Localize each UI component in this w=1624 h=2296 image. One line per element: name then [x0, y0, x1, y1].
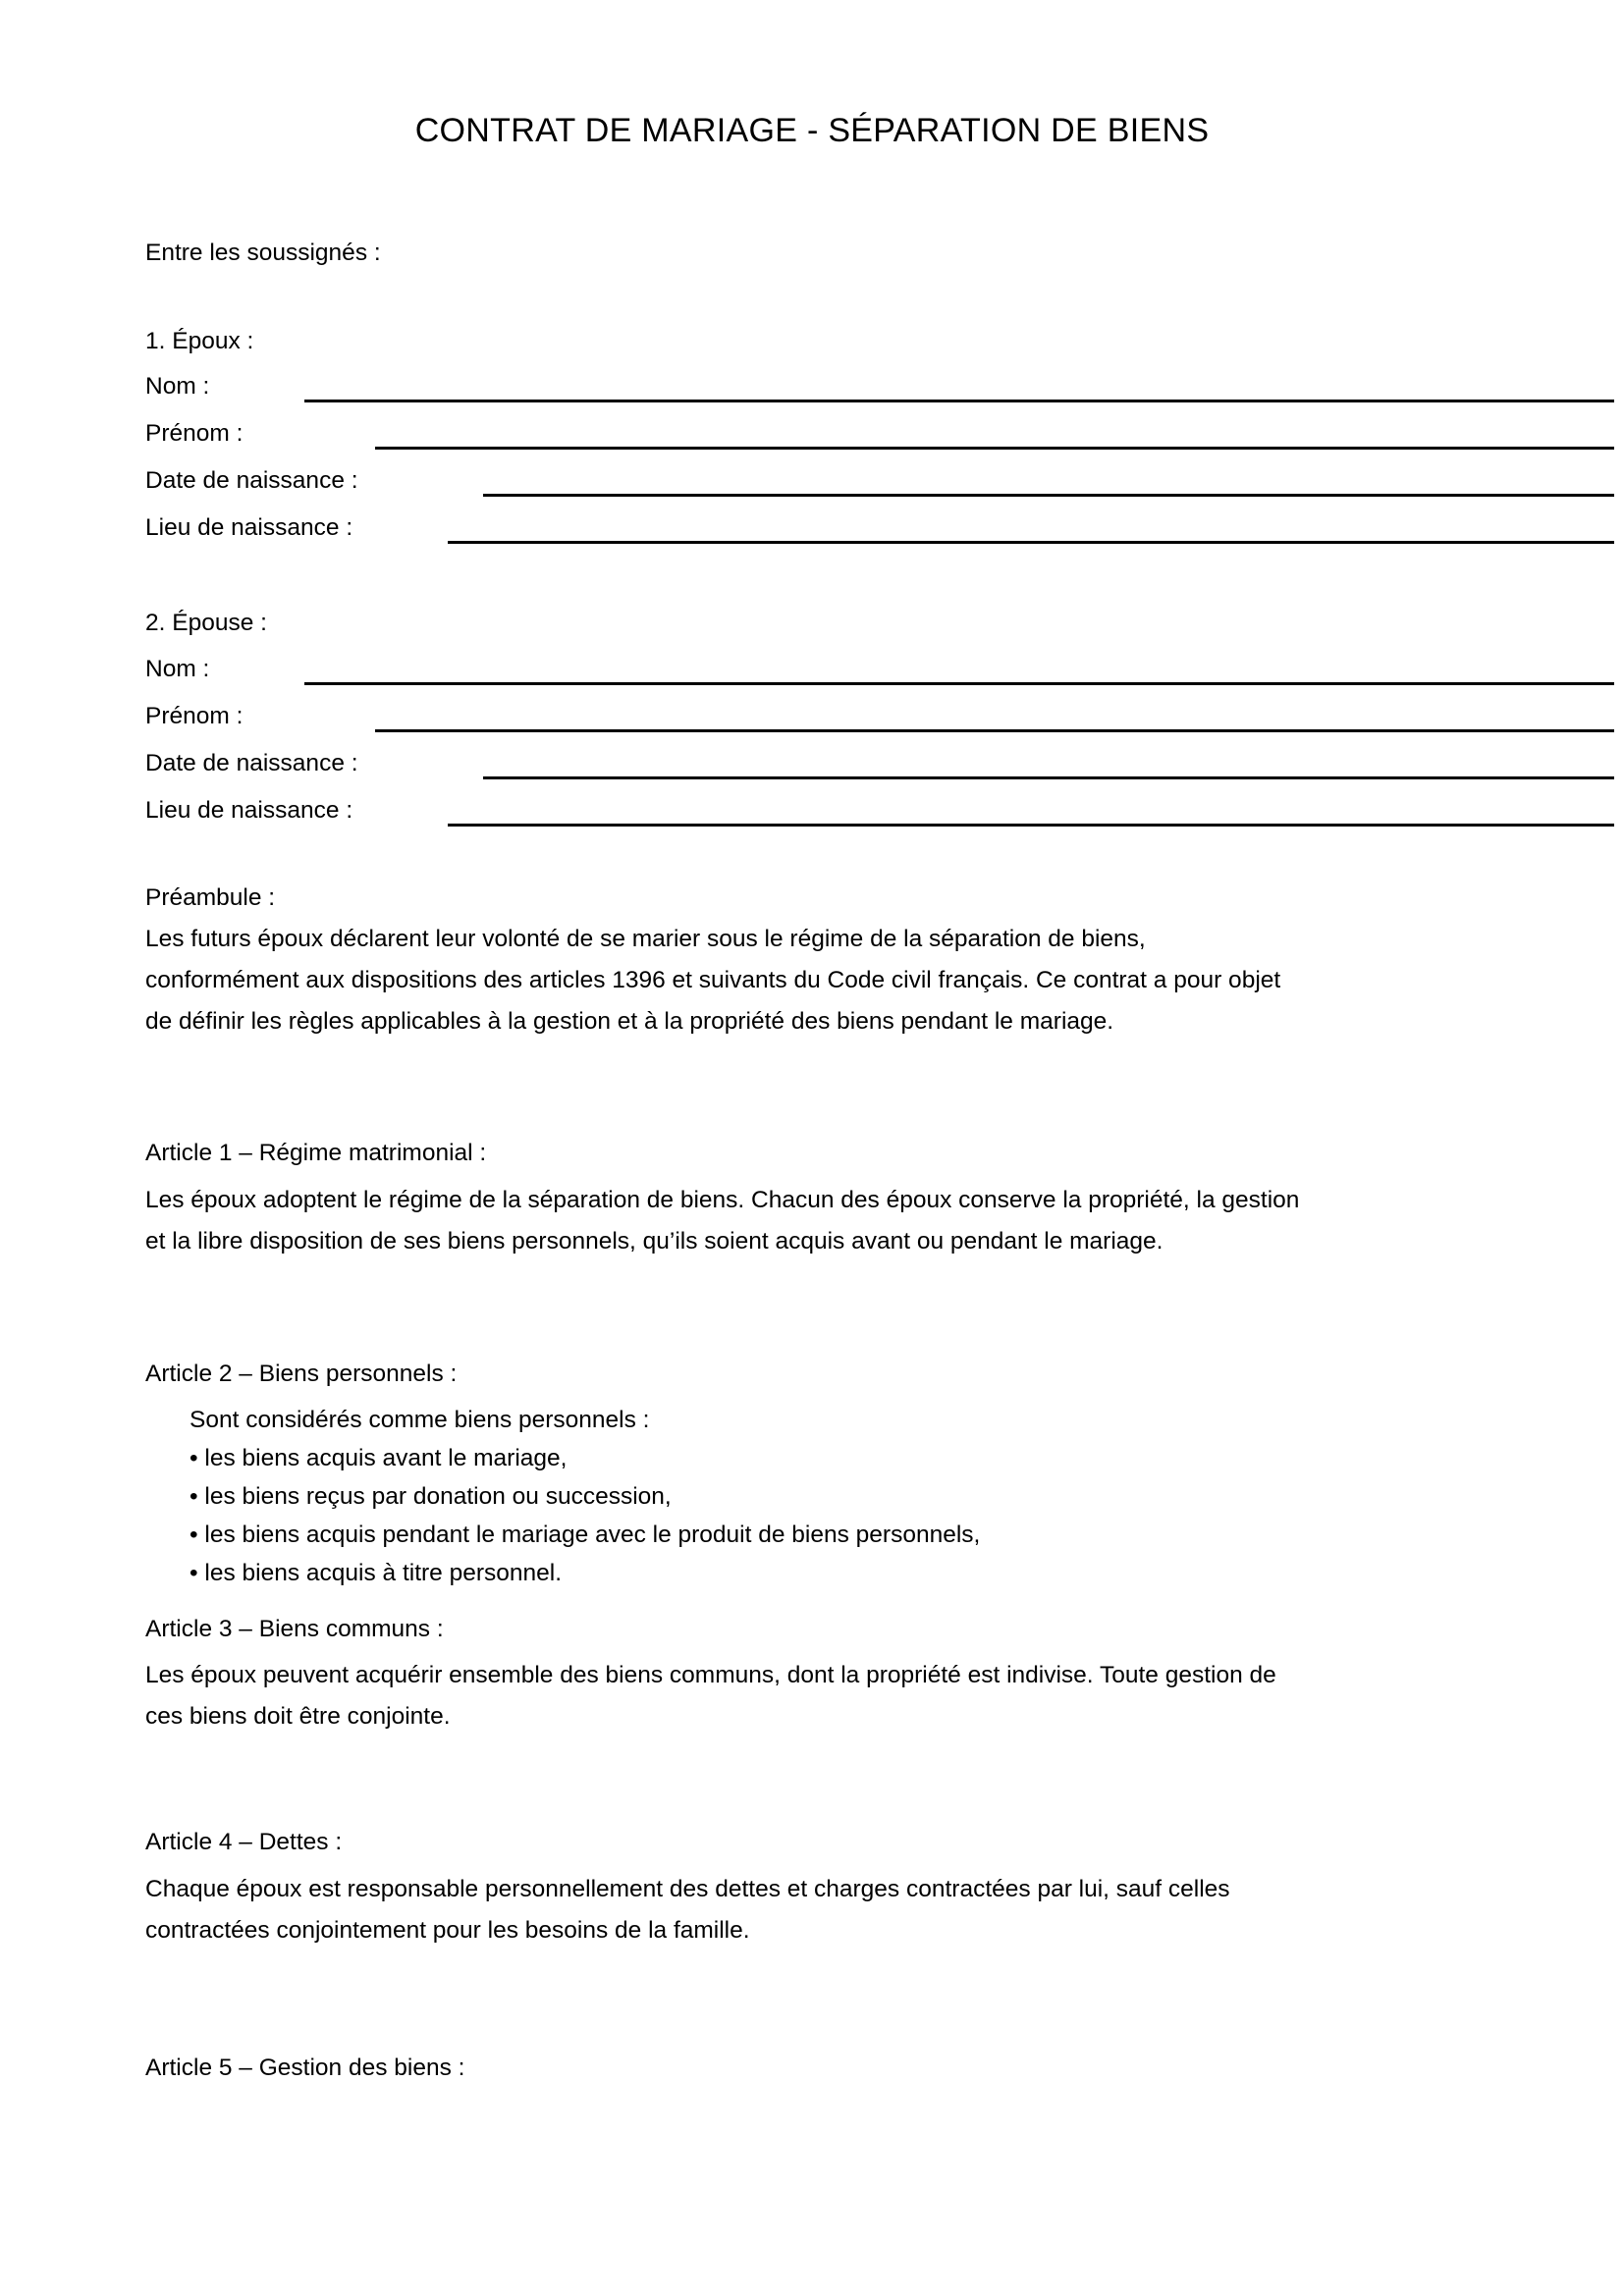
list-item: • les biens acquis avant le mariage, [189, 1445, 568, 1471]
article-heading-4: Article 4 – Dettes : [145, 1829, 343, 1855]
article-body-line: Les époux adoptent le régime de la séparation de biens. Chacun des époux conserve la propriété, la gestion [145, 1187, 1300, 1213]
field-label-prenom: Prénom : [145, 703, 244, 729]
intro-text: Entre les soussignés : [145, 240, 381, 266]
field-label-lieu-naissance: Lieu de naissance : [145, 797, 353, 824]
field-rule-prenom[interactable] [375, 729, 1614, 732]
field-rule-prenom[interactable] [375, 447, 1614, 450]
article-body-line: contractées conjointement pour les besoins de la famille. [145, 1917, 750, 1944]
article-body-line: et la libre disposition de ses biens personnels, qu’ils soient acquis avant ou pendant le mariage. [145, 1228, 1164, 1255]
list-item: • les biens acquis à titre personnel. [189, 1560, 563, 1586]
field-rule-date-naissance[interactable] [483, 494, 1614, 497]
field-label-prenom: Prénom : [145, 420, 244, 447]
party-heading-epoux: 1. Époux : [145, 328, 254, 354]
field-row-prenom-epouse [145, 702, 1481, 733]
list-item: • les biens reçus par donation ou succession, [189, 1483, 672, 1510]
page-title: CONTRAT DE MARIAGE - SÉPARATION DE BIENS [414, 112, 1210, 149]
field-label-nom: Nom : [145, 373, 210, 400]
preamble-line: conformément aux dispositions des articles 1396 et suivants du Code civil français. Ce contrat a pour objet [145, 967, 1281, 993]
list-item: • les biens acquis pendant le mariage avec le produit de biens personnels, [189, 1522, 981, 1548]
article-heading-5: Article 5 – Gestion des biens : [145, 2055, 465, 2081]
article-heading-1: Article 1 – Régime matrimonial : [145, 1140, 487, 1166]
field-label-date-naissance: Date de naissance : [145, 750, 358, 776]
field-label-date-naissance: Date de naissance : [145, 467, 358, 494]
preamble-heading: Préambule : [145, 884, 276, 911]
field-row-date-naissance-epouse [145, 749, 1481, 780]
field-row-lieu-naissance-epouse [145, 796, 1481, 828]
field-row-nom-epouse [145, 655, 1481, 686]
preamble-line: Les futurs époux déclarent leur volonté de se marier sous le régime de la séparation de biens, [145, 926, 1146, 952]
article-body-line: ces biens doit être conjointe. [145, 1703, 451, 1730]
article-body-line: Les époux peuvent acquérir ensemble des biens communs, dont la propriété est indivise. Toute gestion de [145, 1662, 1276, 1688]
preamble-line: de définir les règles applicables à la gestion et à la propriété des biens pendant le mariage. [145, 1008, 1114, 1035]
article-body-line: Chaque époux est responsable personnellement des dettes et charges contractées par lui, sauf celles [145, 1876, 1230, 1902]
field-row-prenom-epoux [145, 419, 1481, 451]
field-rule-nom[interactable] [304, 682, 1614, 685]
field-row-date-naissance-epoux [145, 466, 1481, 498]
article-heading-2: Article 2 – Biens personnels : [145, 1361, 458, 1387]
field-rule-date-naissance[interactable] [483, 776, 1614, 779]
field-row-nom-epoux [145, 372, 1481, 403]
article-2-lead: Sont considérés comme biens personnels : [189, 1407, 650, 1433]
field-row-lieu-naissance-epoux [145, 513, 1481, 545]
field-rule-nom[interactable] [304, 400, 1614, 402]
party-heading-epouse: 2. Épouse : [145, 610, 267, 636]
field-label-lieu-naissance: Lieu de naissance : [145, 514, 353, 541]
article-heading-3: Article 3 – Biens communs : [145, 1616, 444, 1642]
field-rule-lieu-naissance[interactable] [448, 541, 1614, 544]
field-rule-lieu-naissance[interactable] [448, 824, 1614, 827]
field-label-nom: Nom : [145, 656, 210, 682]
